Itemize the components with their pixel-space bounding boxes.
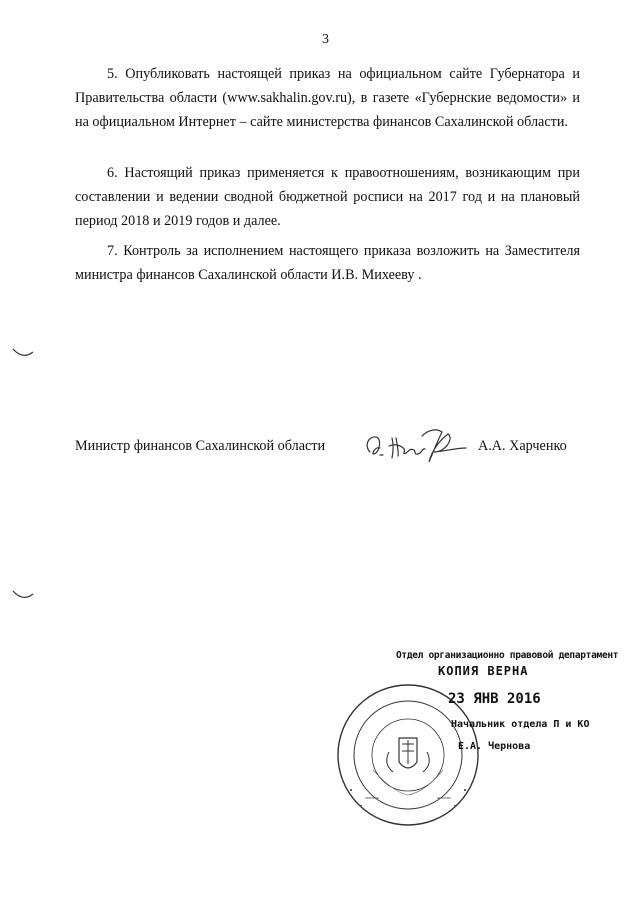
paragraph-6: 6. Настоящий приказ применяется к правоотношениям, возникающим при составлении и ведении сводной бюджетной росписи на 2017 год и на плановый период 2018 и 2019 годов и далее. xyxy=(75,165,580,229)
signatory-name: А.А. Харченко xyxy=(478,438,567,454)
handwritten-signature xyxy=(362,422,472,470)
stamp-copy-label: КОПИЯ ВЕРНА xyxy=(438,664,529,678)
stamp-signer: Е.А. Чернова xyxy=(458,741,531,752)
stamp-date: 23 ЯНВ 2016 xyxy=(448,691,541,707)
punch-hole-mark xyxy=(11,588,35,602)
paragraph-7: 7. Контроль за исполнением настоящего приказа возложить на Заместителя министра финансов Сахалинской области И.В. Михееву . xyxy=(75,243,580,283)
paragraph-5: 5. Опубликовать настоящей приказ на официальном сайте Губернатора и Правительства области (www.sakhalin.gov.ru), в газете «Губернские ведомости» и на официальном Интернет – сайте министерства финансов Сахалинской области. xyxy=(75,66,580,130)
page-number: 3 xyxy=(322,32,329,47)
punch-hole-mark xyxy=(11,346,35,360)
stamp-department: Отдел организационно правовой департамент xyxy=(396,650,619,661)
signatory-title: Министр финансов Сахалинской области xyxy=(75,438,326,454)
stamp-position: Начальник отдела П и КО xyxy=(451,719,590,730)
